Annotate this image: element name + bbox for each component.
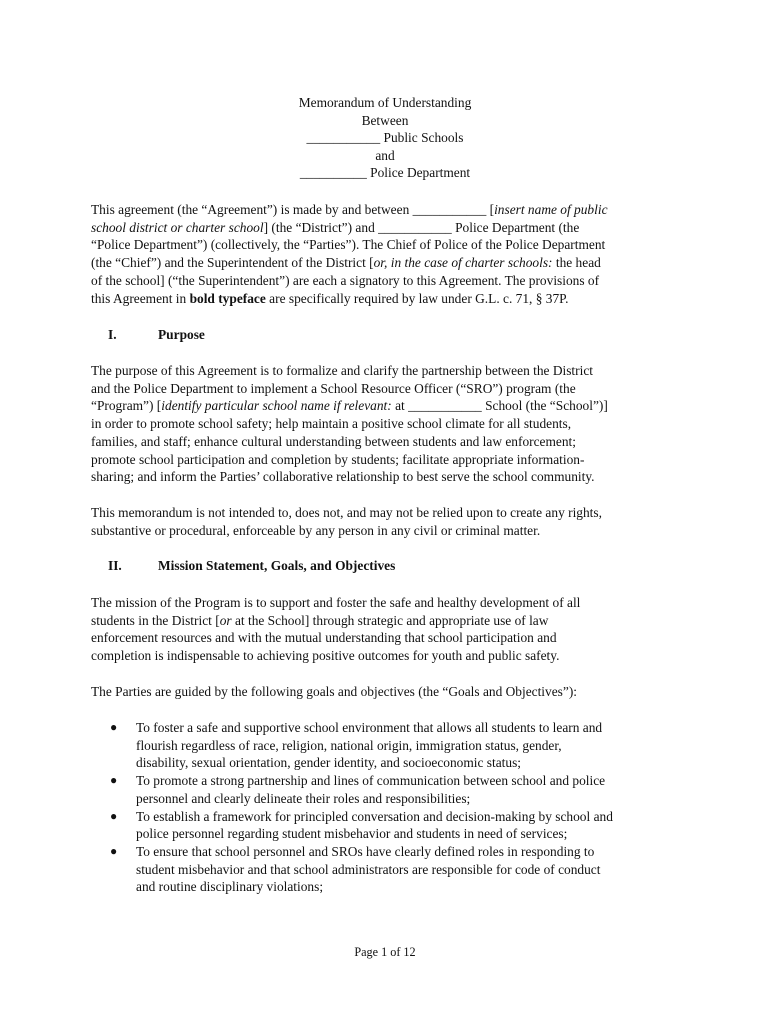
section-title: Purpose xyxy=(158,327,205,342)
goals-intro-paragraph: The Parties are guided by the following goals and objectives (the “Goals and Objectives”): xyxy=(91,684,578,699)
purpose-paragraph: The purpose of this Agreement is to formalize and clarify the partnership between the District and the Police Department to implement a School Resource Officer (“SRO”) program (the “Program”) [identify particular school name if relevant: at ___________ School (the “School”)] in order to promote school safety; help maintain a positive school climate for all students, families, and staff; enhance cultural understanding between students and law enforcement; promote school participation and completion by students; facilitate appropriate information- sharing; and inform the Parties’ collaborative relationship to best serve the school community. xyxy=(91,363,608,485)
title-line: Between xyxy=(361,112,409,128)
list-item: ● To promote a strong partnership and lines of communication between school and police personnel and clearly delineate their roles and responsibilities; xyxy=(110,773,606,806)
mission-paragraph: The mission of the Program is to support and foster the safe and healthy development of all students in the District [or at the School] through strategic and appropriate use of law enforcement resources and with the mutual understanding that school participation and completion is indispensable to achieving positive outcomes for youth and public safety. xyxy=(91,595,581,664)
document-title-block xyxy=(0,94,770,182)
list-item: ● To ensure that school personnel and SROs have clearly defined roles in responding to student misbehavior and that school administrators are responsible for code of conduct and routine disciplinary violations; xyxy=(110,843,601,895)
title-line: and xyxy=(375,147,395,163)
bullet-icon: ● xyxy=(110,843,118,858)
section-heading-purpose xyxy=(108,326,205,344)
title-line: __________ Police Department xyxy=(299,165,471,181)
section-title: Mission Statement, Goals, and Objectives xyxy=(158,558,396,573)
intro-paragraph: This agreement (the “Agreement”) is made by and between ___________ [insert name of public school district or charter school] (the “District”) and ___________ Police Department (the “Police Department”) (collectively, the “Parties”). The Chief of Police of the Police Department (the “Chief”) and the Superintendent of the District [or, in the case of charter schools: the head of the school] (“the Superintendent”) are each a signatory to this Agreement. The provisions of this Agreement in bold typeface are specifically required by law under G.L. c. 71, § 37P. xyxy=(91,202,608,306)
goals-list xyxy=(110,719,690,896)
list-item: ● To foster a safe and supportive school environment that allows all students to learn and flourish regardless of race, religion, national origin, immigration status, gender, disability, sexual orientation, gender identity, and socioeconomic status; xyxy=(110,720,603,771)
list-item: ● To establish a framework for principled conversation and decision-making by school and police personnel regarding student misbehavior and students in need of services; xyxy=(110,808,613,842)
section-number: II. xyxy=(108,558,122,573)
title-line: ___________ Public Schools xyxy=(306,130,464,146)
section-number: I. xyxy=(108,327,117,342)
title-line: Memorandum of Understanding xyxy=(298,95,472,110)
bullet-icon: ● xyxy=(110,808,118,823)
disclaimer-paragraph: This memorandum is not intended to, does not, and may not be relied upon to create any rights, substantive or procedural, enforceable by any person in any civil or criminal matter. xyxy=(91,505,602,538)
page-number: Page 1 of 12 xyxy=(354,945,416,959)
bullet-icon: ● xyxy=(110,773,118,788)
bullet-icon: ● xyxy=(110,720,118,734)
section-heading-mission xyxy=(108,557,395,575)
